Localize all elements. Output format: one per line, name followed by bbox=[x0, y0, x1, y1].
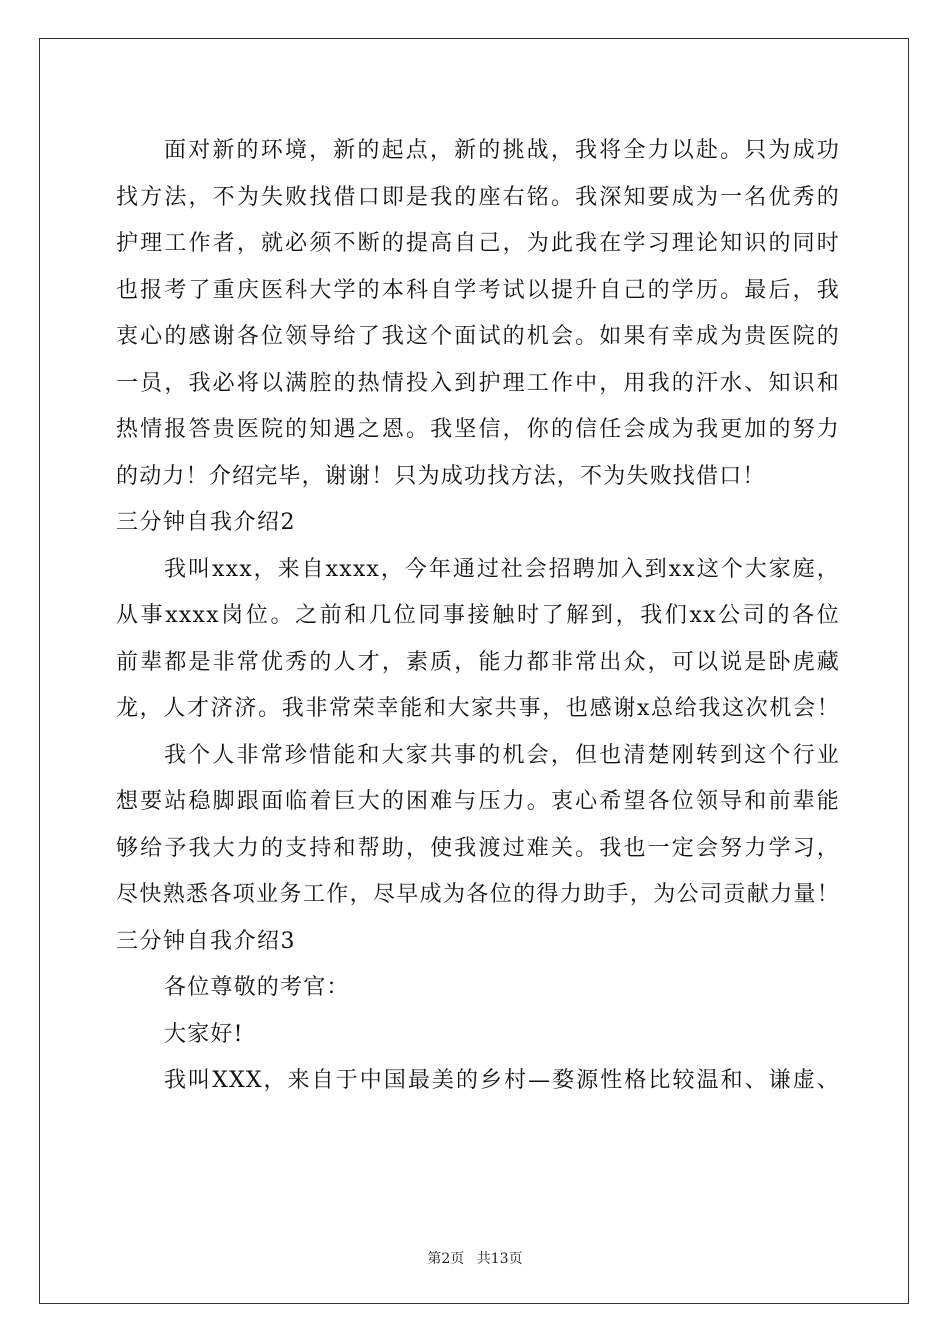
page-footer bbox=[0, 1248, 950, 1268]
paragraph-line: 前辈都是非常优秀的人才，素质，能力都非常出众，可以说是卧虎藏 bbox=[116, 649, 840, 675]
paragraph-line: 热情报答贵医院的知遇之恩。我坚信，你的信任会成为我更加的努力 bbox=[116, 417, 840, 442]
paragraph-line: 也报考了重庆医科大学的本科自学考试以提升自己的学历。最后，我 bbox=[116, 277, 840, 303]
total-pages: 共13页 bbox=[476, 1251, 523, 1267]
paragraph-line: 衷心的感谢各位领导给了我这个面试的机会。如果有幸成为贵医院的 bbox=[116, 324, 840, 349]
paragraph-line: 一员，我必将以满腔的热情投入到护理工作中，用我的汗水、知识和 bbox=[116, 370, 840, 396]
paragraph-line: 龙，人才济济。我非常荣幸能和大家共事，也感谢x总给我这次机会！ bbox=[116, 696, 840, 721]
paragraph-line: 我叫XXX，来自于中国最美的乡村—婺源性格比较温和、谦虚、 bbox=[164, 1068, 840, 1093]
section-heading: 三分钟自我介绍3 bbox=[116, 928, 296, 954]
paragraph-line: 我叫xxx，来自xxxx，今年通过社会招聘加入到xx这个大家庭， bbox=[164, 556, 840, 582]
greeting-line: 大家好! bbox=[164, 1021, 244, 1047]
paragraph-line: 我个人非常珍惜能和大家共事的机会，但也清楚刚转到这个行业 bbox=[164, 742, 840, 768]
paragraph-line: 够给予我大力的支持和帮助，使我渡过难关。我也一定会努力学习， bbox=[116, 835, 840, 861]
section-heading: 三分钟自我介绍2 bbox=[116, 510, 296, 535]
paragraph-line: 想要站稳脚跟面临着巨大的困难与压力。衷心希望各位领导和前辈能 bbox=[116, 789, 840, 814]
document-body bbox=[116, 128, 840, 1105]
paragraph-line: 的动力！介绍完毕，谢谢！只为成功找方法，不为失败找借口！ bbox=[116, 463, 766, 489]
paragraph-line: 找方法，不为失败找借口即是我的座右铭。我深知要成为一名优秀的 bbox=[116, 184, 840, 210]
paragraph-line: 从事xxxx岗位。之前和几位同事接触时了解到，我们xx公司的各位 bbox=[116, 603, 840, 628]
paragraph-line: 尽快熟悉各项业务工作，尽早成为各位的得力助手，为公司贡献力量！ bbox=[116, 882, 840, 907]
page-number: 第2页 bbox=[427, 1251, 465, 1267]
paragraph-line: 护理工作者，就必须不断的提高自己，为此我在学习理论知识的同时 bbox=[116, 231, 840, 256]
paragraph-line: 面对新的环境，新的起点，新的挑战，我将全力以赴。只为成功 bbox=[164, 138, 840, 163]
salutation-line: 各位尊敬的考官： bbox=[164, 975, 350, 1000]
